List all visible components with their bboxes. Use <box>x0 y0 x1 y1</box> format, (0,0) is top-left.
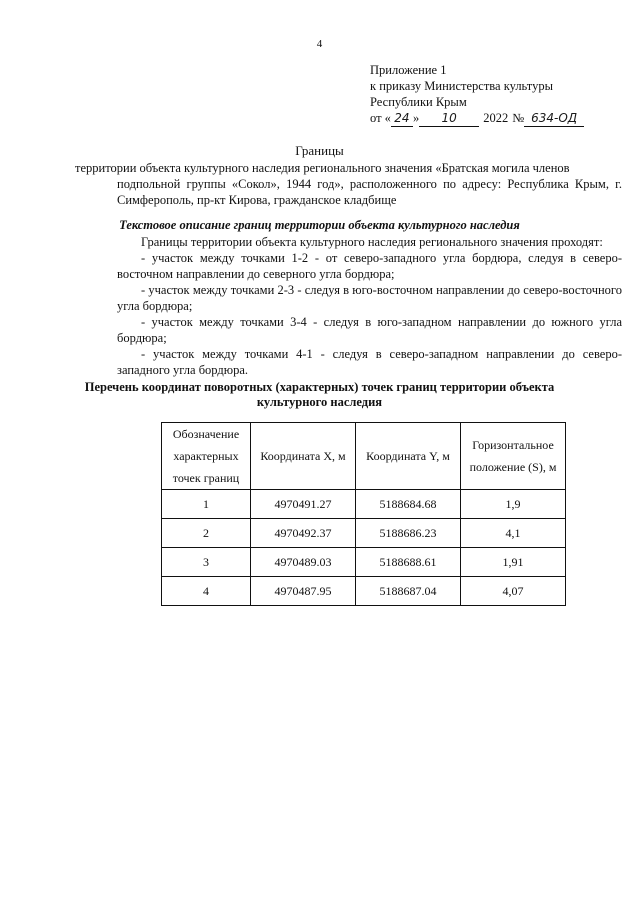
table-row <box>162 519 566 548</box>
subtitle-line-1: территории объекта культурного наследия регионального значения «Братская могила членов <box>75 161 570 175</box>
appendix-date-line <box>370 110 584 127</box>
cell-s: 1,9 <box>461 490 566 519</box>
date-day-close: » <box>412 111 420 125</box>
cell-point: 4 <box>162 577 251 606</box>
cell-x: 4970492.37 <box>251 519 356 548</box>
table-row <box>162 577 566 606</box>
cell-s: 1,91 <box>461 548 566 577</box>
cell-x: 4970491.27 <box>251 490 356 519</box>
page-number: 4 <box>316 38 323 50</box>
cell-point: 2 <box>162 519 251 548</box>
coordinates-table <box>161 422 566 606</box>
table-row <box>162 548 566 577</box>
description-item: - участок между точками 1-2 - от северо-западного угла бордюра, следуя в северо-восточном направлении до северного угла бордюра; <box>117 251 622 281</box>
appendix-line-2: к приказу Министерства культуры <box>370 79 553 93</box>
header-s: Горизонтальное положение (S), м <box>461 423 566 490</box>
appendix-line-3: Республики Крым <box>370 95 467 109</box>
cell-y: 5188684.68 <box>356 490 461 519</box>
cell-point: 3 <box>162 548 251 577</box>
header-y: Координата Y, м <box>356 423 461 490</box>
subtitle-rest: подпольной группы «Сокол», 1944 год», расположенного по адресу: Республика Крым, г. Симферополь, пр-кт Кирова, гражданское кладбище <box>117 177 622 207</box>
date-month: 10 <box>419 110 479 127</box>
order-number: 634-ОД <box>524 110 584 127</box>
cell-s: 4,1 <box>461 519 566 548</box>
table-header-row <box>162 423 566 490</box>
description-body <box>117 234 622 378</box>
description-heading: Текстовое описание границ территории объекта культурного наследия <box>119 218 520 232</box>
coordinates-heading-line-1: Перечень координат поворотных (характерных) точек границ территории объекта <box>84 380 555 394</box>
cell-point: 1 <box>162 490 251 519</box>
date-prefix: от « <box>370 111 391 125</box>
description-item: - участок между точками 4-1 - следуя в северо-западном направлении до северо-западного угла бордюра. <box>117 347 622 377</box>
header-x: Координата X, м <box>251 423 356 490</box>
description-item: - участок между точками 3-4 - следуя в юго-западном направлении до южного угла бордюра; <box>117 315 622 345</box>
coordinates-heading-line-2: культурного наследия <box>256 395 383 409</box>
cell-y: 5188688.61 <box>356 548 461 577</box>
cell-s: 4,07 <box>461 577 566 606</box>
document-title: Границы <box>295 143 344 158</box>
number-prefix: № <box>512 111 525 125</box>
coordinates-heading <box>0 380 639 410</box>
description-intro: Границы территории объекта культурного наследия регионального значения проходят: <box>141 235 603 249</box>
cell-y: 5188686.23 <box>356 519 461 548</box>
cell-y: 5188687.04 <box>356 577 461 606</box>
cell-x: 4970489.03 <box>251 548 356 577</box>
cell-x: 4970487.95 <box>251 577 356 606</box>
appendix-line-1: Приложение 1 <box>370 63 447 77</box>
table-row <box>162 490 566 519</box>
document-subtitle <box>75 160 622 208</box>
description-item: - участок между точками 2-3 - следуя в юго-восточном направлении до северо-восточного угла бордюра; <box>117 283 622 313</box>
appendix-block <box>370 62 584 127</box>
date-year: 2022 <box>483 111 509 125</box>
header-point: Обозначение характерных точек границ <box>162 423 251 490</box>
date-day: 24 <box>391 110 413 127</box>
